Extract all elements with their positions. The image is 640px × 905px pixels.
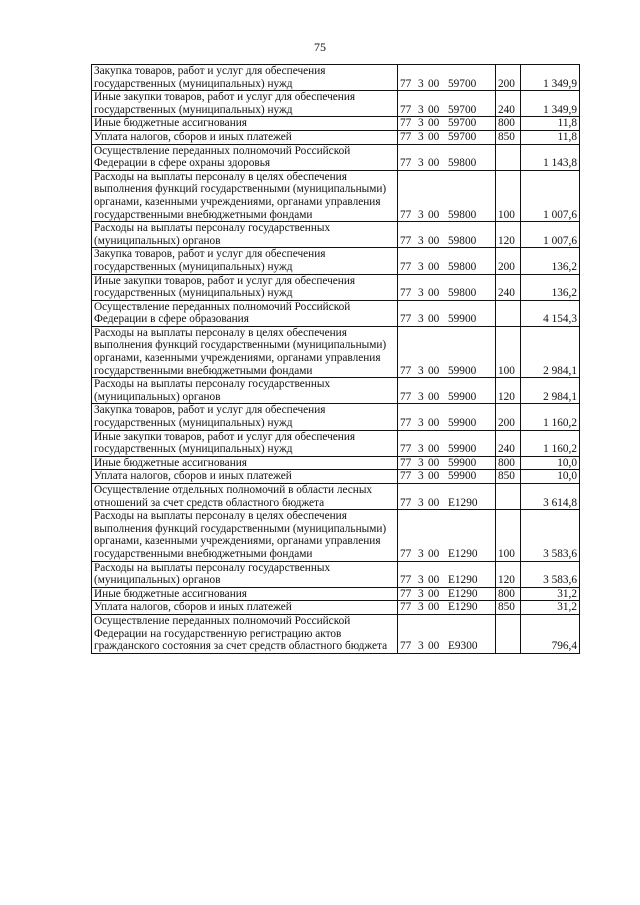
row-expense-type: 200 bbox=[496, 65, 521, 91]
table-row bbox=[92, 170, 580, 221]
row-expense-type: 850 bbox=[496, 601, 521, 615]
row-target-code bbox=[398, 91, 496, 117]
code-part-c2: 3 bbox=[418, 417, 424, 430]
code-part-c2: 3 bbox=[418, 574, 424, 587]
table-row bbox=[92, 248, 580, 274]
row-description: Иные закупки товаров, работ и услуг для обеспечения государственных (муниципальных) нужд bbox=[92, 274, 398, 300]
row-expense-type: 240 bbox=[496, 274, 521, 300]
row-expense-type: 800 bbox=[496, 456, 521, 470]
table-row bbox=[92, 510, 580, 561]
code-part-c1: 77 bbox=[400, 443, 412, 456]
code-part-c2: 3 bbox=[418, 117, 424, 130]
row-expense-type: 850 bbox=[496, 470, 521, 484]
code-part-c1: 77 bbox=[400, 417, 412, 430]
code-part-c2: 3 bbox=[418, 103, 424, 116]
row-amount: 1 160,2 bbox=[521, 404, 580, 430]
row-amount: 136,2 bbox=[521, 274, 580, 300]
row-target-code bbox=[398, 456, 496, 470]
row-expense-type: 240 bbox=[496, 430, 521, 456]
table-row bbox=[92, 130, 580, 144]
table-row bbox=[92, 378, 580, 404]
code-part-c3: 00 bbox=[428, 443, 440, 456]
row-target-code bbox=[398, 65, 496, 91]
code-part-c3: 00 bbox=[428, 547, 440, 560]
table-row bbox=[92, 117, 580, 131]
code-part-c3: 00 bbox=[428, 260, 440, 273]
code-part-c1: 77 bbox=[400, 117, 412, 130]
row-amount: 1 007,6 bbox=[521, 170, 580, 221]
row-target-code bbox=[398, 248, 496, 274]
budget-table-body bbox=[92, 65, 580, 654]
row-target-code bbox=[398, 561, 496, 587]
table-row bbox=[92, 91, 580, 117]
row-description: Уплата налогов, сборов и иных платежей bbox=[92, 130, 398, 144]
row-target-code bbox=[398, 378, 496, 404]
code-part-c2: 3 bbox=[418, 364, 424, 377]
row-expense-type bbox=[496, 614, 521, 653]
code-part-c3: 00 bbox=[428, 470, 440, 483]
code-part-c4: E1290 bbox=[448, 547, 478, 560]
page-number: 75 bbox=[314, 40, 326, 54]
row-expense-type bbox=[496, 484, 521, 510]
row-target-code bbox=[398, 130, 496, 144]
code-part-c1: 77 bbox=[400, 208, 412, 221]
code-part-c2: 3 bbox=[418, 77, 424, 90]
code-part-c4: 59800 bbox=[448, 157, 477, 170]
row-expense-type: 100 bbox=[496, 326, 521, 377]
row-description: Уплата налогов, сборов и иных платежей bbox=[92, 470, 398, 484]
row-amount: 4 154,3 bbox=[521, 300, 580, 326]
table-row bbox=[92, 614, 580, 653]
row-description: Иные бюджетные ассигнования bbox=[92, 587, 398, 601]
code-part-c4: E1290 bbox=[448, 574, 478, 587]
row-amount: 3 614,8 bbox=[521, 484, 580, 510]
row-amount: 31,2 bbox=[521, 587, 580, 601]
row-target-code bbox=[398, 470, 496, 484]
code-part-c2: 3 bbox=[418, 234, 424, 247]
code-part-c1: 77 bbox=[400, 130, 412, 143]
code-part-c4: 59900 bbox=[448, 443, 477, 456]
table-row bbox=[92, 484, 580, 510]
code-part-c4: E9300 bbox=[448, 640, 478, 653]
code-part-c3: 00 bbox=[428, 77, 440, 90]
code-part-c4: 59800 bbox=[448, 260, 477, 273]
code-part-c4: 59700 bbox=[448, 130, 477, 143]
row-amount: 1 349,9 bbox=[521, 91, 580, 117]
row-description: Осуществление переданных полномочий Российской Федерации в сфере образования bbox=[92, 300, 398, 326]
code-part-c1: 77 bbox=[400, 364, 412, 377]
row-amount: 3 583,6 bbox=[521, 561, 580, 587]
code-part-c2: 3 bbox=[418, 157, 424, 170]
row-description: Осуществление переданных полномочий Российской Федерации на государственную регистрацию актов гражданского состояния за счет средств областного бюджета bbox=[92, 614, 398, 653]
row-description: Иные бюджетные ассигнования bbox=[92, 117, 398, 131]
row-target-code bbox=[398, 222, 496, 248]
row-target-code bbox=[398, 484, 496, 510]
row-description: Расходы на выплаты персоналу государственных (муниципальных) органов bbox=[92, 561, 398, 587]
code-part-c4: 59700 bbox=[448, 103, 477, 116]
code-part-c1: 77 bbox=[400, 470, 412, 483]
code-part-c3: 00 bbox=[428, 234, 440, 247]
row-target-code bbox=[398, 404, 496, 430]
code-part-c4: E1290 bbox=[448, 496, 478, 509]
row-expense-type: 200 bbox=[496, 404, 521, 430]
code-part-c1: 77 bbox=[400, 103, 412, 116]
row-expense-type: 240 bbox=[496, 91, 521, 117]
code-part-c3: 00 bbox=[428, 587, 440, 600]
row-description: Иные бюджетные ассигнования bbox=[92, 456, 398, 470]
code-part-c4: 59900 bbox=[448, 417, 477, 430]
code-part-c1: 77 bbox=[400, 287, 412, 300]
code-part-c3: 00 bbox=[428, 640, 440, 653]
code-part-c2: 3 bbox=[418, 390, 424, 403]
row-amount: 1 160,2 bbox=[521, 430, 580, 456]
row-target-code bbox=[398, 117, 496, 131]
code-part-c3: 00 bbox=[428, 496, 440, 509]
code-part-c3: 00 bbox=[428, 456, 440, 469]
row-description: Расходы на выплаты персоналу в целях обеспечения выполнения функций государственными (муниципальными) органами, казенными учреждениями, органами управления государственными внебюджетными фондами bbox=[92, 326, 398, 377]
code-part-c2: 3 bbox=[418, 130, 424, 143]
row-description: Осуществление отдельных полномочий в области лесных отношений за счет средств областного бюджета bbox=[92, 484, 398, 510]
row-amount: 11,8 bbox=[521, 117, 580, 131]
code-part-c4: 59800 bbox=[448, 208, 477, 221]
row-expense-type bbox=[496, 144, 521, 170]
row-expense-type: 100 bbox=[496, 510, 521, 561]
row-expense-type: 850 bbox=[496, 130, 521, 144]
table-row bbox=[92, 587, 580, 601]
table-row bbox=[92, 456, 580, 470]
code-part-c1: 77 bbox=[400, 234, 412, 247]
code-part-c1: 77 bbox=[400, 640, 412, 653]
table-row bbox=[92, 404, 580, 430]
code-part-c3: 00 bbox=[428, 117, 440, 130]
code-part-c2: 3 bbox=[418, 587, 424, 600]
row-expense-type: 120 bbox=[496, 222, 521, 248]
row-expense-type: 100 bbox=[496, 170, 521, 221]
code-part-c2: 3 bbox=[418, 640, 424, 653]
row-target-code bbox=[398, 144, 496, 170]
code-part-c3: 00 bbox=[428, 390, 440, 403]
code-part-c1: 77 bbox=[400, 547, 412, 560]
code-part-c4: 59900 bbox=[448, 456, 477, 469]
row-description: Расходы на выплаты персоналу государственных (муниципальных) органов bbox=[92, 222, 398, 248]
code-part-c3: 00 bbox=[428, 130, 440, 143]
code-part-c4: 59700 bbox=[448, 77, 477, 90]
row-target-code bbox=[398, 300, 496, 326]
row-expense-type: 120 bbox=[496, 561, 521, 587]
row-amount: 31,2 bbox=[521, 601, 580, 615]
row-description: Закупка товаров, работ и услуг для обеспечения государственных (муниципальных) нужд bbox=[92, 65, 398, 91]
row-target-code bbox=[398, 510, 496, 561]
code-part-c3: 00 bbox=[428, 313, 440, 326]
row-amount: 10,0 bbox=[521, 470, 580, 484]
code-part-c4: E1290 bbox=[448, 587, 478, 600]
row-amount: 796,4 bbox=[521, 614, 580, 653]
row-target-code bbox=[398, 274, 496, 300]
row-amount: 1 007,6 bbox=[521, 222, 580, 248]
code-part-c1: 77 bbox=[400, 587, 412, 600]
row-target-code bbox=[398, 601, 496, 615]
row-description: Осуществление переданных полномочий Российской Федерации в сфере охраны здоровья bbox=[92, 144, 398, 170]
row-expense-type: 800 bbox=[496, 587, 521, 601]
row-amount: 1 143,8 bbox=[521, 144, 580, 170]
row-target-code bbox=[398, 430, 496, 456]
code-part-c2: 3 bbox=[418, 456, 424, 469]
code-part-c3: 00 bbox=[428, 417, 440, 430]
code-part-c1: 77 bbox=[400, 390, 412, 403]
code-part-c2: 3 bbox=[418, 443, 424, 456]
row-amount: 10,0 bbox=[521, 456, 580, 470]
code-part-c4: 59900 bbox=[448, 364, 477, 377]
budget-table bbox=[91, 64, 580, 654]
code-part-c1: 77 bbox=[400, 574, 412, 587]
row-expense-type: 200 bbox=[496, 248, 521, 274]
code-part-c2: 3 bbox=[418, 208, 424, 221]
row-description: Закупка товаров, работ и услуг для обеспечения государственных (муниципальных) нужд bbox=[92, 248, 398, 274]
code-part-c4: E1290 bbox=[448, 601, 478, 614]
table-row bbox=[92, 326, 580, 377]
code-part-c3: 00 bbox=[428, 157, 440, 170]
row-target-code bbox=[398, 326, 496, 377]
row-amount: 1 349,9 bbox=[521, 65, 580, 91]
row-target-code bbox=[398, 170, 496, 221]
table-row bbox=[92, 561, 580, 587]
row-target-code bbox=[398, 587, 496, 601]
row-description: Расходы на выплаты персоналу государственных (муниципальных) органов bbox=[92, 378, 398, 404]
table-row bbox=[92, 601, 580, 615]
row-description: Расходы на выплаты персоналу в целях обеспечения выполнения функций государственными (муниципальными) органами, казенными учреждениями, органами управления государственными внебюджетными фондами bbox=[92, 510, 398, 561]
row-expense-type bbox=[496, 300, 521, 326]
row-description: Иные закупки товаров, работ и услуг для обеспечения государственных (муниципальных) нужд bbox=[92, 91, 398, 117]
code-part-c3: 00 bbox=[428, 574, 440, 587]
row-amount: 11,8 bbox=[521, 130, 580, 144]
row-description: Расходы на выплаты персоналу в целях обеспечения выполнения функций государственными (муниципальными) органами, казенными учреждениями, органами управления государственными внебюджетными фондами bbox=[92, 170, 398, 221]
table-row bbox=[92, 65, 580, 91]
row-description: Уплата налогов, сборов и иных платежей bbox=[92, 601, 398, 615]
code-part-c2: 3 bbox=[418, 313, 424, 326]
row-description: Иные закупки товаров, работ и услуг для обеспечения государственных (муниципальных) нужд bbox=[92, 430, 398, 456]
row-description: Закупка товаров, работ и услуг для обеспечения государственных (муниципальных) нужд bbox=[92, 404, 398, 430]
code-part-c3: 00 bbox=[428, 287, 440, 300]
code-part-c1: 77 bbox=[400, 601, 412, 614]
code-part-c4: 59800 bbox=[448, 287, 477, 300]
table-row bbox=[92, 300, 580, 326]
table-row bbox=[92, 144, 580, 170]
row-amount: 2 984,1 bbox=[521, 378, 580, 404]
code-part-c1: 77 bbox=[400, 456, 412, 469]
code-part-c2: 3 bbox=[418, 601, 424, 614]
code-part-c2: 3 bbox=[418, 260, 424, 273]
code-part-c1: 77 bbox=[400, 260, 412, 273]
row-target-code bbox=[398, 614, 496, 653]
code-part-c3: 00 bbox=[428, 103, 440, 116]
code-part-c1: 77 bbox=[400, 157, 412, 170]
code-part-c2: 3 bbox=[418, 287, 424, 300]
row-expense-type: 800 bbox=[496, 117, 521, 131]
code-part-c4: 59800 bbox=[448, 234, 477, 247]
row-amount: 136,2 bbox=[521, 248, 580, 274]
table-row bbox=[92, 222, 580, 248]
row-amount: 2 984,1 bbox=[521, 326, 580, 377]
code-part-c4: 59900 bbox=[448, 390, 477, 403]
code-part-c2: 3 bbox=[418, 496, 424, 509]
code-part-c4: 59900 bbox=[448, 313, 477, 326]
row-expense-type: 120 bbox=[496, 378, 521, 404]
code-part-c2: 3 bbox=[418, 547, 424, 560]
code-part-c1: 77 bbox=[400, 496, 412, 509]
code-part-c4: 59900 bbox=[448, 470, 477, 483]
table-row bbox=[92, 430, 580, 456]
code-part-c3: 00 bbox=[428, 364, 440, 377]
code-part-c3: 00 bbox=[428, 208, 440, 221]
code-part-c3: 00 bbox=[428, 601, 440, 614]
row-amount: 3 583,6 bbox=[521, 510, 580, 561]
code-part-c1: 77 bbox=[400, 77, 412, 90]
code-part-c2: 3 bbox=[418, 470, 424, 483]
table-row bbox=[92, 470, 580, 484]
table-row bbox=[92, 274, 580, 300]
code-part-c4: 59700 bbox=[448, 117, 477, 130]
code-part-c1: 77 bbox=[400, 313, 412, 326]
